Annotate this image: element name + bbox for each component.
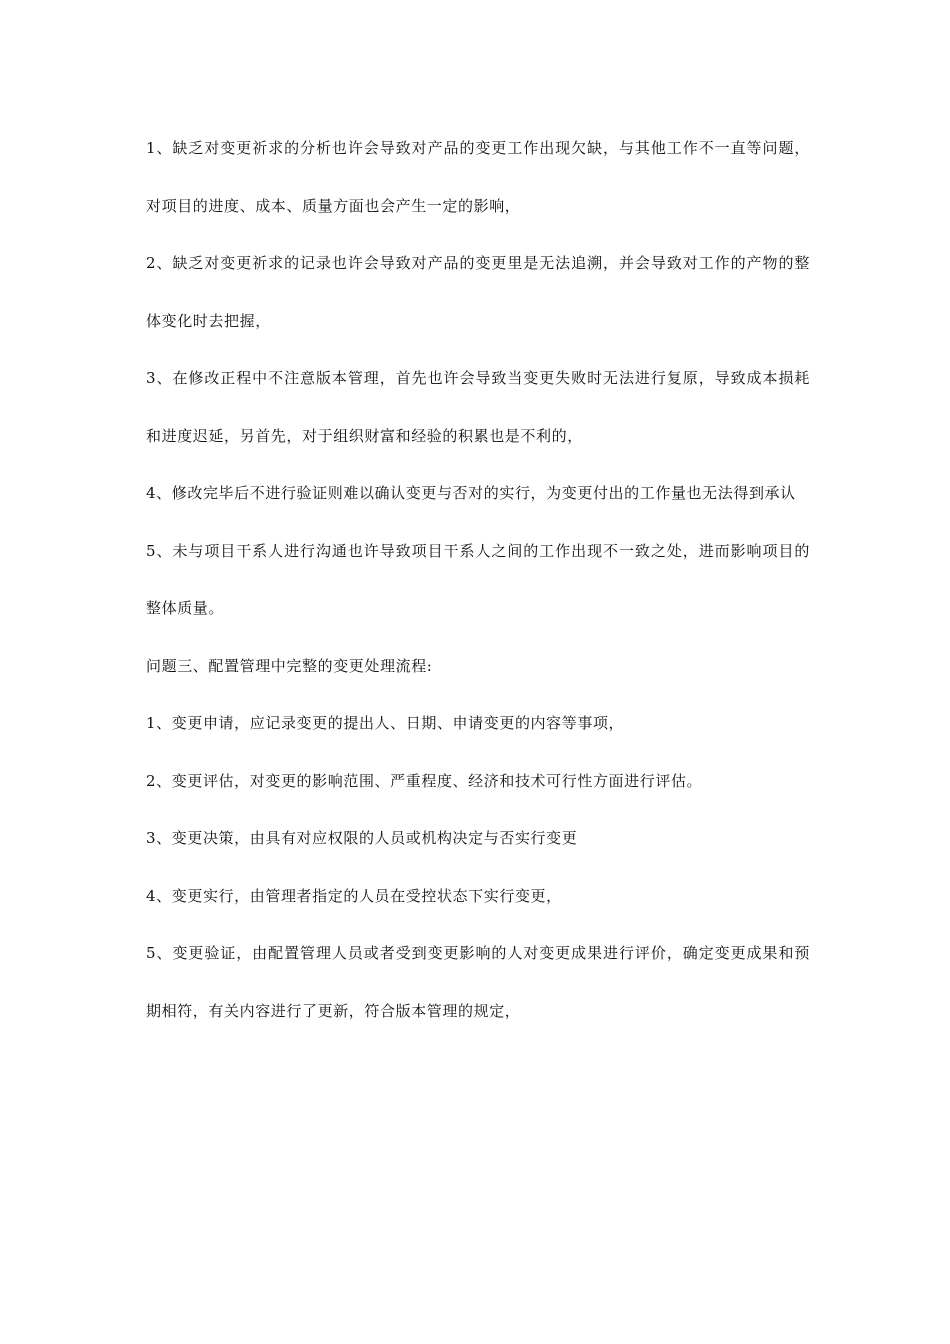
document-body (146, 120, 810, 1040)
paragraph-consequence-5: 5、未与项目干系人进行沟通也许导致项目干系人之间的工作出现不一致之处，进而影响项目的整体质量。 (146, 541, 810, 617)
paragraph-consequence-3: 3、在修改正程中不注意版本管理，首先也许会导致当变更失败时无法进行复原，导致成本损耗和进度迟延，另首先，对于组织财富和经验的积累也是不利的， (146, 369, 810, 445)
section-heading-question-3: 问题三、配置管理中完整的变更处理流程: (146, 656, 433, 675)
paragraph-step-5: 5、变更验证，由配置管理人员或者受到变更影响的人对变更成果进行评价，确定变更成果和预期相符，有关内容进行了更新，符合版本管理的规定， (146, 944, 810, 1020)
paragraph-consequence-4: 4、修改完毕后不进行验证则难以确认变更与否对的实行，为变更付出的工作量也无法得到承认 (146, 484, 796, 502)
paragraph-consequence-1: 1、缺乏对变更祈求的分析也许会导致对产品的变更工作出现欠缺，与其他工作不一直等问题，对项目的进度、成本、质量方面也会产生一定的影响， (146, 139, 810, 215)
paragraph-step-2: 2、变更评估，对变更的影响范围、严重程度、经济和技术可行性方面进行评估。 (146, 771, 703, 790)
paragraph-step-1: 1、变更申请，应记录变更的提出人、日期、申请变更的内容等事项， (146, 714, 625, 732)
paragraph-step-4: 4、变更实行，由管理者指定的人员在受控状态下实行变更， (146, 886, 562, 905)
paragraph-consequence-2: 2、缺乏对变更祈求的记录也许会导致对产品的变更里是无法追溯，并会导致对工作的产物的整体变化时去把握， (146, 254, 810, 330)
paragraph-step-3: 3、变更决策，由具有对应权限的人员或机构决定与否实行变更 (146, 829, 578, 847)
